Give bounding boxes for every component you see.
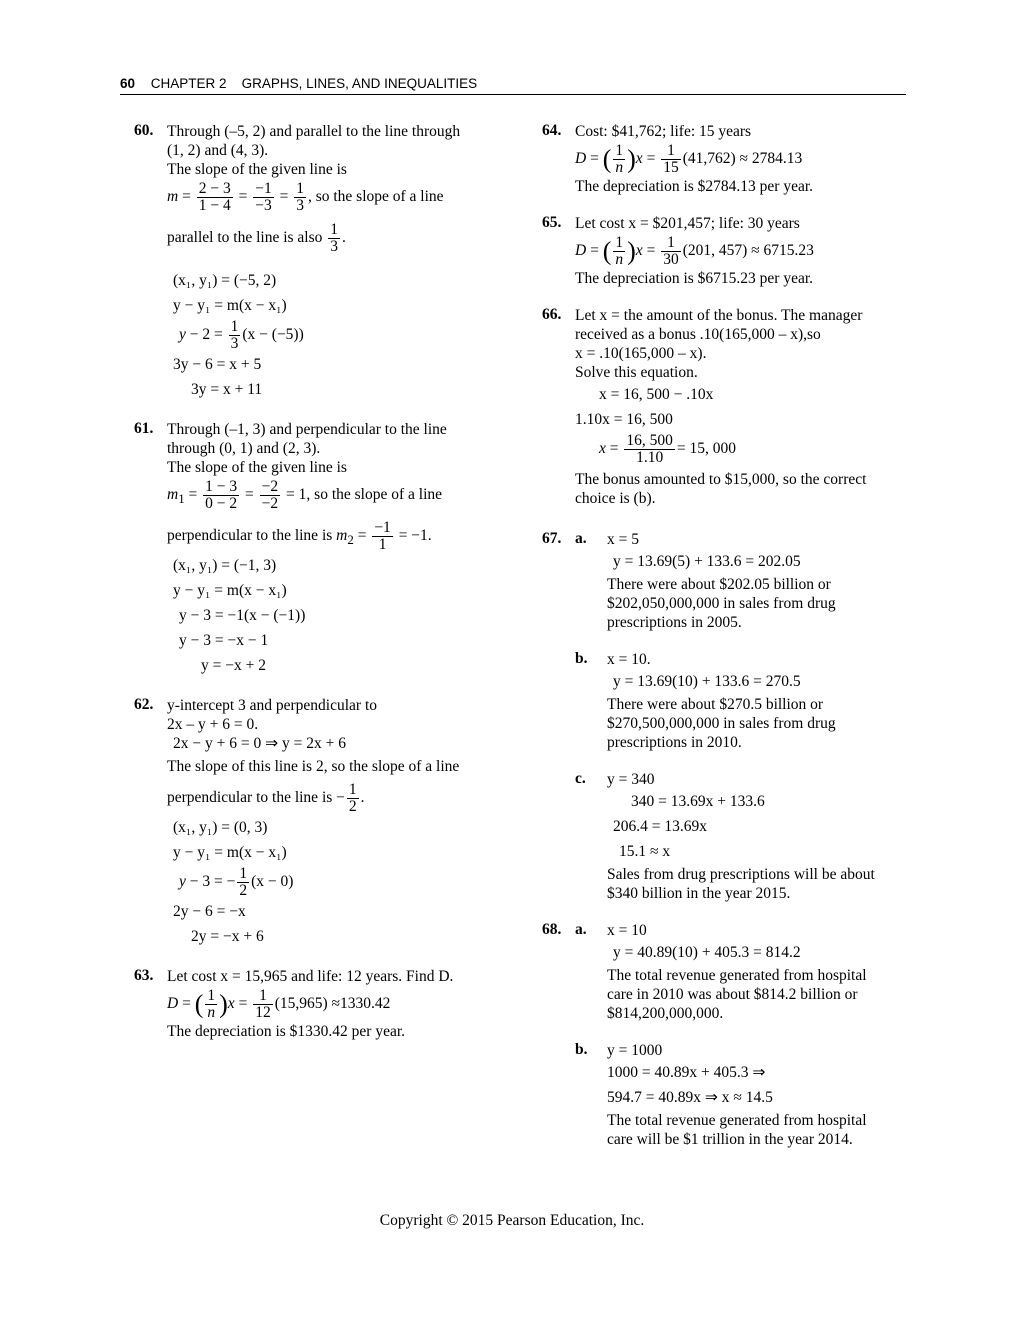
problem-number: 63. [134, 967, 154, 984]
answer-text: $340 billion in the year 2015. [607, 885, 791, 902]
equation-line: x = 10 [607, 922, 647, 939]
problem-text: The slope of the given line is [167, 459, 347, 476]
part-b [575, 1041, 908, 1149]
equation-line: 1.10x = 16, 500 [575, 411, 673, 428]
equation-line: y = 40.89(10) + 405.3 = 814.2 [613, 944, 801, 961]
part-label: c. [575, 770, 586, 787]
equation-line: 3y − 6 = x + 5 [173, 356, 262, 373]
problem-text: Through (–1, 3) and perpendicular to the line [167, 421, 447, 438]
answer-text: care in 2010 was about $814.2 billion or [607, 986, 858, 1003]
equation-line: y = 13.69(10) + 133.6 = 270.5 [613, 673, 801, 690]
answer-text: Sales from drug prescriptions will be about [607, 866, 875, 883]
problem-text: Let cost x = 15,965 and life: 12 years. Find D. [167, 968, 454, 985]
answer-text: care will be $1 trillion in the year 2014. [607, 1131, 853, 1148]
equation-line: 2y − 6 = −x [173, 903, 246, 920]
problem-text: Let cost x = $201,457; life: 30 years [575, 215, 800, 232]
equation-line: y − 2 = $\frac{1}{3}$ (x − (−5)) [179, 318, 304, 352]
part-label: a. [575, 921, 587, 938]
equation-line: y − y₁ = m(x − x₁) [173, 844, 287, 861]
problem-text: The slope of the given line is [167, 161, 347, 178]
answer-text: $270,500,000,000 in sales from drug [607, 715, 836, 732]
perpendicular-slope-line: perpendicular to the line is $m_2$ = $\frac{-1}{1}$ = −1. [167, 519, 432, 553]
part-label: b. [575, 650, 588, 667]
answer-text: $814,200,000,000. [607, 1005, 724, 1022]
problem-text: Cost: $41,762; life: 15 years [575, 123, 752, 140]
right-column [528, 122, 908, 1167]
equation-line: y − 3 = − $\frac{1}{2}$ (x − 0) [179, 865, 294, 899]
equation-line: y − y₁ = m(x − x₁) [173, 297, 287, 314]
problem-62 [120, 696, 500, 949]
equation-line: 15.1 ≈ x [619, 843, 671, 860]
equation-line: 2y = −x + 6 [191, 928, 264, 945]
perpendicular-slope-line: perpendicular to the line is − $\frac{1}{2}$ . [167, 781, 365, 815]
equation-tail: = 15, 000 [676, 440, 737, 458]
answer-text: The total revenue generated from hospital [607, 1112, 867, 1129]
equation-line: x = 10. [607, 651, 651, 668]
part-b [575, 650, 908, 752]
equation-tail: (15,965) ≈1330.42 [274, 995, 391, 1013]
problem-number: 64. [542, 122, 562, 139]
equation-line: x = 5 [607, 531, 639, 548]
problem-text: Through (–5, 2) and parallel to the line through [167, 123, 461, 140]
problem-number: 61. [134, 420, 154, 437]
problem-text: x = .10(165,000 – x). [575, 345, 707, 362]
equation-line: 2x − y + 6 = 0 ⇒ y = 2x + 6 [173, 735, 346, 752]
equation-line: y − 3 = −x − 1 [179, 632, 269, 649]
problem-text: perpendicular to the line is [167, 789, 333, 807]
page-number: 60 [120, 76, 136, 91]
problem-number: 62. [134, 696, 154, 713]
problem-number: 66. [542, 306, 562, 323]
equation-line: y = 13.69(5) + 133.6 = 202.05 [613, 553, 801, 570]
problem-text: (1, 2) and (4, 3). [167, 142, 269, 159]
equation-line: y = −x + 2 [201, 657, 266, 674]
problem-text: Let x = the amount of the bonus. The manager [575, 307, 863, 324]
problem-text: received as a bonus .10(165,000 – x),so [575, 326, 821, 343]
equation-line: 206.4 = 13.69x [613, 818, 707, 835]
problem-61 [120, 420, 500, 678]
part-a [575, 530, 908, 632]
problem-text: The slope of this line is 2, so the slope of a line [167, 758, 460, 775]
slope-text: so the slope of a line [314, 486, 443, 504]
problem-text: The depreciation is $2784.13 per year. [575, 178, 814, 195]
equation-tail: (x − 0) [251, 873, 294, 891]
part-label: a. [575, 530, 587, 547]
equation-line: (x₁, y₁) = (0, 3) [173, 819, 268, 836]
equation-line: y = 1000 [607, 1042, 663, 1059]
part-a [575, 921, 908, 1023]
equation-line: y = 340 [607, 771, 655, 788]
problem-text: The bonus amounted to $15,000, so the correct [575, 471, 867, 488]
answer-text: There were about $270.5 billion or [607, 696, 824, 713]
problem-text: The depreciation is $1330.42 per year. [167, 1023, 406, 1040]
problem-text: choice is (b). [575, 490, 656, 507]
equation-line: 1000 = 40.89x + 405.3 ⇒ [607, 1064, 766, 1081]
problem-60 [120, 122, 500, 402]
problem-text: y-intercept 3 and perpendicular to [167, 697, 378, 714]
problem-65 [528, 214, 908, 288]
problem-number: 67. [542, 530, 562, 547]
problem-number: 68. [542, 921, 562, 938]
left-column [120, 122, 500, 1059]
equation-line: (x₁, y₁) = (−5, 2) [173, 272, 277, 289]
problem-63 [120, 967, 500, 1041]
problem-text: Solve this equation. [575, 364, 698, 381]
answer-text: There were about $202.05 billion or [607, 576, 831, 593]
problem-67 [528, 530, 908, 903]
problem-text: 2x – y + 6 = 0. [167, 716, 259, 733]
running-header [120, 76, 906, 95]
equation-line: y − y₁ = m(x − x₁) [173, 582, 287, 599]
answer-text: prescriptions in 2010. [607, 734, 742, 751]
part-c [575, 770, 908, 903]
problem-text: perpendicular to the line is [167, 527, 333, 545]
equation-tail: (201, 457) ≈ 6715.23 [682, 242, 814, 260]
slope-equation: $m_1$ = $\frac{1 - 3}{0 - 2}$ = $\frac{-2}{-2}$ = 1, so the slope of a line [167, 478, 443, 512]
depreciation-equation: D = ( $\frac{1}{n}$ )x = $\frac{1}{15}$ (41,762) ≈ 2784.13 [575, 142, 803, 176]
equation-tail: (x − (−5)) [242, 326, 304, 344]
problem-number: 65. [542, 214, 562, 231]
problem-68 [528, 921, 908, 1149]
equation-line: x = $\frac{16, 500}{1.10}$ = 15, 000 [599, 432, 737, 466]
problem-text: through (0, 1) and (2, 3). [167, 440, 321, 457]
equation-tail: (41,762) ≈ 2784.13 [682, 150, 803, 168]
answer-text: prescriptions in 2005. [607, 614, 742, 631]
parallel-slope-line: parallel to the line is also $\frac{1}{3}$ . [167, 221, 346, 255]
copyright-footer: Copyright © 2015 Pearson Education, Inc. [379, 1212, 645, 1229]
depreciation-equation: D = ( $\frac{1}{n}$ )x = $\frac{1}{12}$ (15,965) ≈1330.42 [167, 987, 391, 1021]
equation-line: 340 = 13.69x + 133.6 [631, 793, 765, 810]
problem-text: parallel to the line is also [167, 229, 323, 247]
problem-66 [528, 306, 908, 508]
slope-text: so the slope of a line [315, 188, 444, 206]
problem-number: 60. [134, 122, 154, 139]
problem-text: The depreciation is $6715.23 per year. [575, 270, 814, 287]
equation-line: y − 3 = −1(x − (−1)) [179, 607, 306, 624]
chapter-title: CHAPTER 2 GRAPHS, LINES, AND INEQUALITIES [150, 76, 478, 91]
answer-text: $202,050,000,000 in sales from drug [607, 595, 836, 612]
part-label: b. [575, 1041, 588, 1058]
equation-line: 594.7 = 40.89x ⇒ x ≈ 14.5 [607, 1089, 773, 1106]
problem-64 [528, 122, 908, 196]
slope-equation: m = $\frac{2 - 3}{1 - 4}$ = $\frac{-1}{-3}$ = $\frac{1}{3}$ , so the slope of a line [167, 180, 444, 214]
depreciation-equation: D = ( $\frac{1}{n}$ )x = $\frac{1}{30}$ (201, 457) ≈ 6715.23 [575, 234, 814, 268]
equation-line: 3y = x + 11 [191, 381, 263, 398]
equation-line: x = 16, 500 − .10x [599, 386, 714, 403]
equation-line: (x₁, y₁) = (−1, 3) [173, 557, 277, 574]
answer-text: The total revenue generated from hospital [607, 967, 867, 984]
